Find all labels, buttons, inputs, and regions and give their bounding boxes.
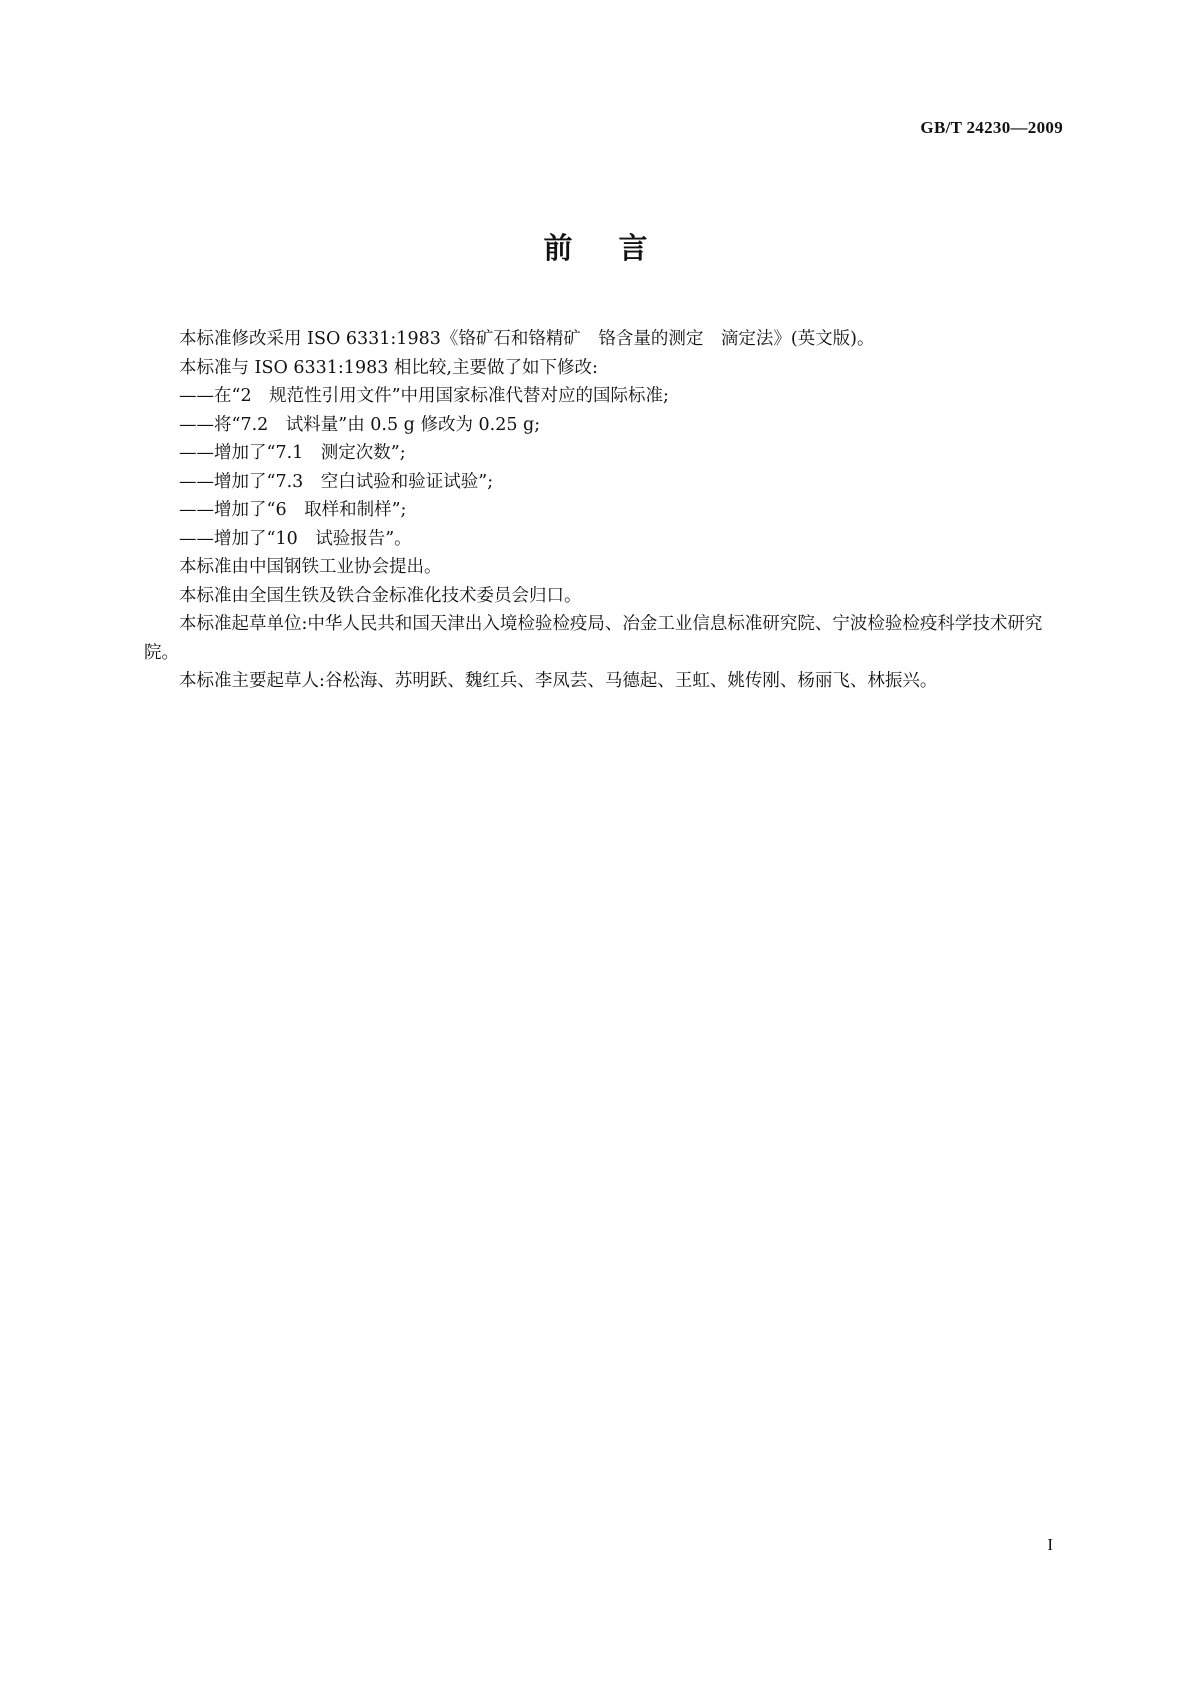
list-item: ——增加了“6 取样和制样”; <box>179 500 407 520</box>
paragraph-drafters: 本标准主要起草人:谷松海、苏明跃、魏红兵、李凤芸、马德起、王虹、姚传刚、杨丽飞、林振兴。 <box>179 671 938 691</box>
foreword-body <box>144 325 1064 696</box>
list-item: ——增加了“10 试验报告”。 <box>179 528 412 549</box>
list-item: ——在“2 规范性引用文件”中用国家标准代替对应的国际标准; <box>179 386 669 406</box>
page-title: 前言 <box>543 231 694 265</box>
list-item: ——增加了“7.1 测定次数”; <box>179 443 406 463</box>
paragraph-comparison: 本标准与 ISO 6331:1983 相比较,主要做了如下修改: <box>179 357 598 378</box>
paragraph-adoption: 本标准修改采用 ISO 6331:1983《铬矿石和铬精矿 铬含量的测定 滴定法》(英文版)。 <box>179 329 875 349</box>
standard-code: GB/T 24230—2009 <box>920 118 1063 137</box>
page-number: I <box>1047 1535 1053 1554</box>
paragraph-committee: 本标准由全国生铁及铁合金标准化技术委员会归口。 <box>179 585 582 606</box>
list-item: ——增加了“7.3 空白试验和验证试验”; <box>179 471 494 492</box>
paragraph-drafting-units: 本标准起草单位:中华人民共和国天津出入境检验检疫局、冶金工业信息标准研究院、宁波检验检疫科学技术研究院。 <box>144 614 1043 663</box>
paragraph-proposer: 本标准由中国钢铁工业协会提出。 <box>179 557 442 577</box>
list-item: ——将“7.2 试料量”由 0.5 g 修改为 0.25 g; <box>179 414 541 435</box>
